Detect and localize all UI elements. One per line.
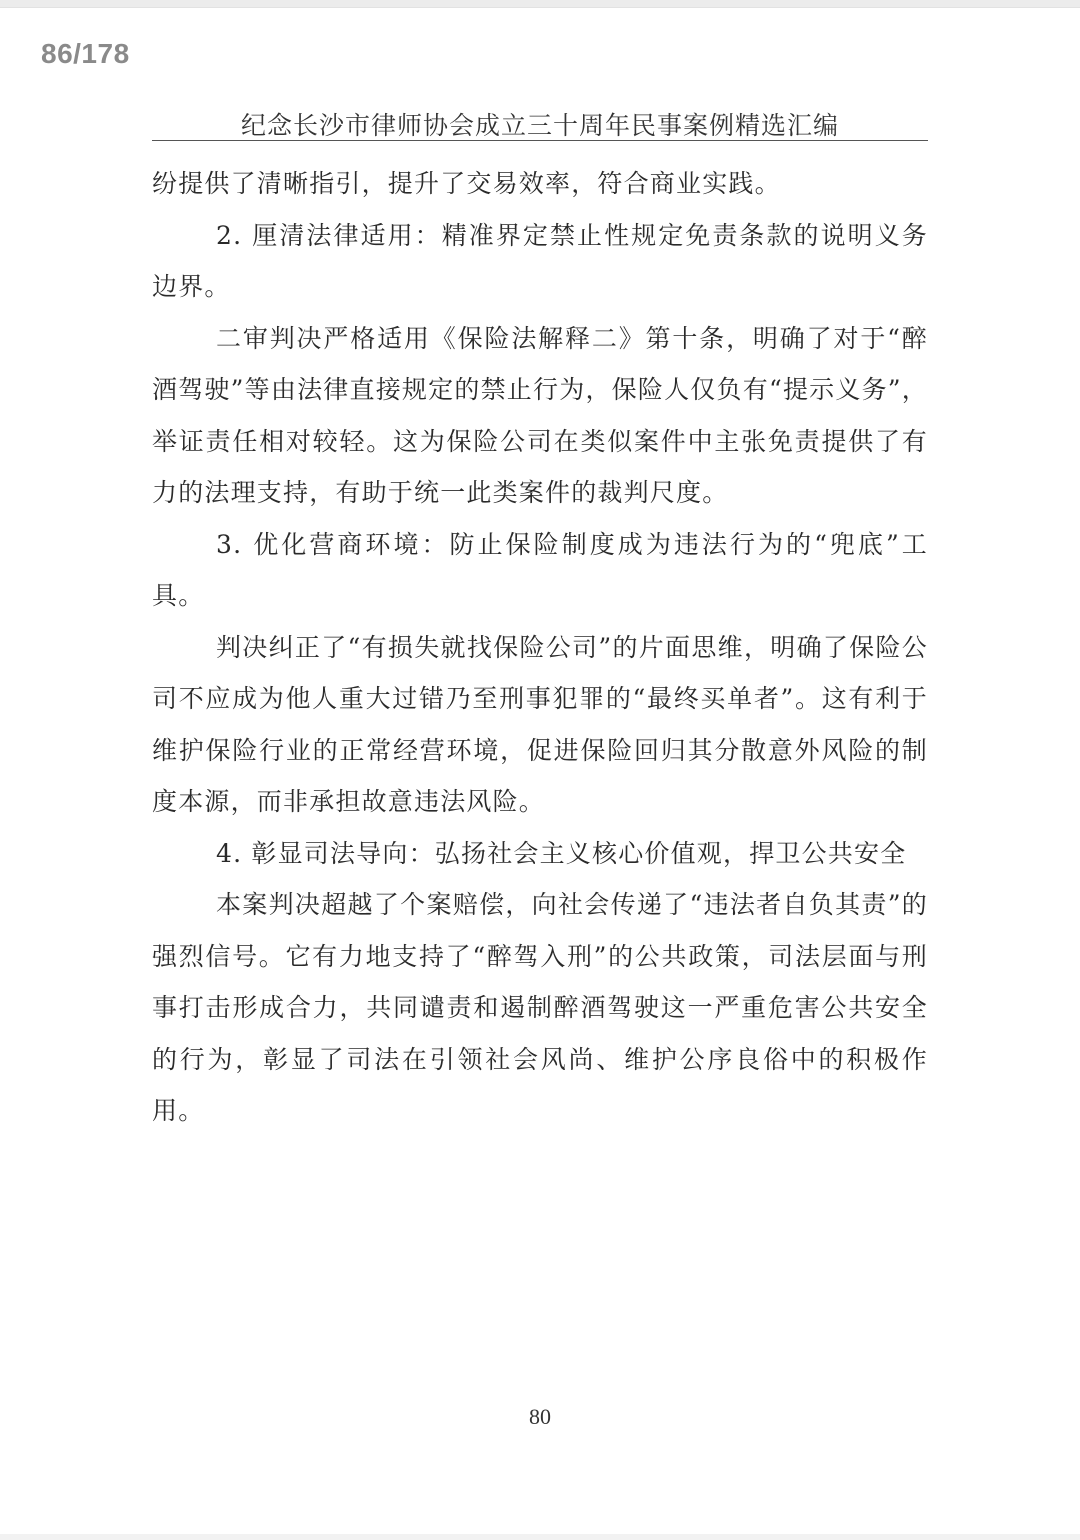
viewer-bottom-border [0,1534,1080,1540]
running-header: 纪念长沙市律师协会成立三十周年民事案例精选汇编 [240,111,839,140]
header-rule [152,140,928,141]
paragraph-heading: 3. 优化营商环境：防止保险制度成为违法行为的“兜底”工具。 [152,529,928,610]
body-text [152,158,928,1137]
paragraph: 判决纠正了“有损失就找保险公司”的片面思维，明确了保险公司不应成为他人重大过错乃至刑事犯罪的“最终买单者”。这有利于维护保险行业的正常经营环境，促进保险回归其分散意外风险的制度本源，而非承担故意违法风险。 [152,632,928,816]
paragraph: 二审判决严格适用《保险法解释二》第十条，明确了对于“醉酒驾驶”等由法律直接规定的禁止行为，保险人仅负有“提示义务”，举证责任相对较轻。这为保险公司在类似案件中主张免责提供了有力的法理支持，有助于统一此类案件的裁判尺度。 [152,323,928,507]
paragraph: 本案判决超越了个案赔偿，向社会传递了“违法者自负其责”的强烈信号。它有力地支持了“醉驾入刑”的公共政策，司法层面与刑事打击形成合力，共同谴责和遏制醉酒驾驶这一严重危害公共安全的行为，彰显了司法在引领社会风尚、维护公序良俗中的积极作用。 [152,890,928,1125]
page-indicator: 86/178 [41,38,130,69]
page-number: 80 [529,1404,551,1429]
paragraph-heading: 2. 厘清法律适用：精准界定禁止性规定免责条款的说明义务边界。 [152,220,928,301]
paragraph-heading: 4. 彰显司法导向：弘扬社会主义核心价值观，捍卫公共安全 [216,838,907,868]
paragraph: 纷提供了清晰指引，提升了交易效率，符合商业实践。 [152,169,781,198]
